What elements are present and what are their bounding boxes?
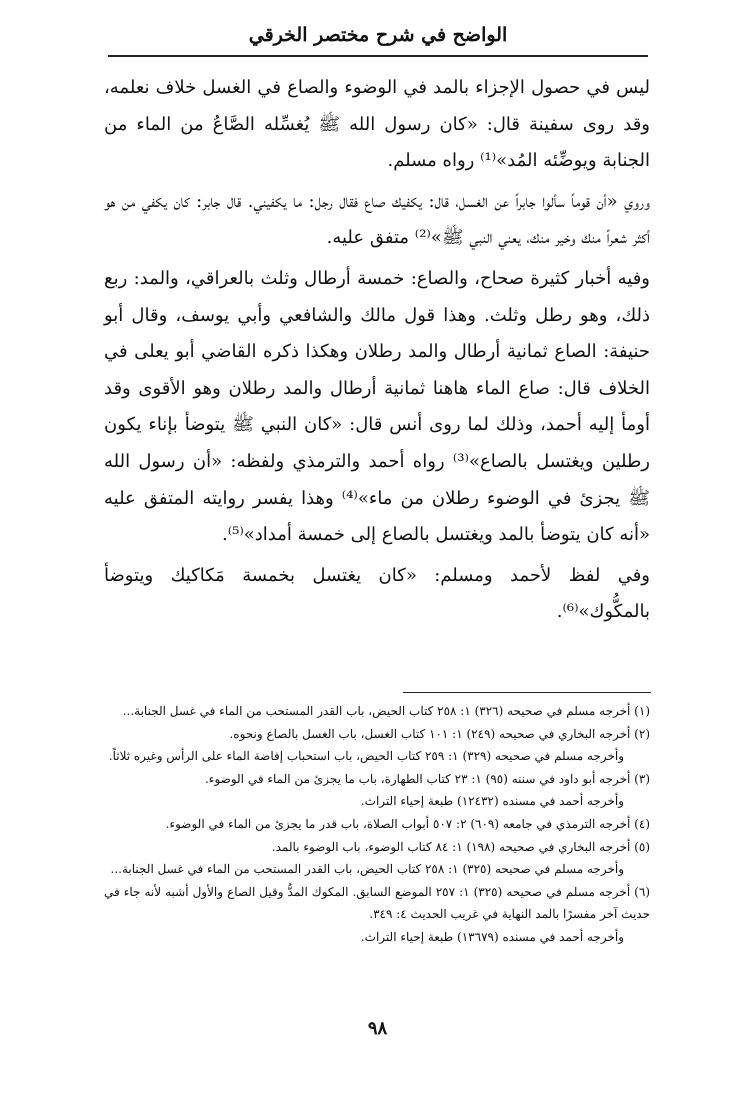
footnote-line: وأخرجه أحمد في مسنده (١٢٤٣٢) طبعة إحياء التراث.: [360, 794, 624, 809]
footnote-line: (٤) أخرجه الترمذي في جامعه (٦٠٩) ٢: ٥٠٧ أبواب الصلاة، باب قدر ما يجزئ من الماء في الوضوء.: [165, 816, 650, 831]
paragraph: ليس في حصول الإجزاء بالمد في الوضوء والصاع في الغسل خلاف نعلمه، وقد روى سفينة قال: «كان رسول الله ﷺ يُغسِّله الصَّاعُ من الماء من الجنابة ويوضِّئه المُد»⁽¹⁾ رواه مسلم.: [104, 77, 650, 172]
footnote-line: (٣) أخرجه أبو داود في سننه (٩٥) ١: ٢٣ كتاب الطهارة، باب ما يجزئ من الماء في الوضوء.: [204, 771, 650, 786]
footnote-separator: [403, 692, 651, 693]
footnote-line: (٥) أخرجه البخاري في صحيحه (١٩٨) ١: ٨٤ كتاب الوضوء، باب الوضوء بالمد.: [271, 839, 650, 854]
footnote-line: وأخرجه أحمد في مسنده (١٣٦٧٩) طبعة إحياء التراث.: [360, 929, 624, 944]
paragraph: وفي لفظ لأحمد ومسلم: «كان يغتسل بخمسة مَكاكيك ويتوضأ بالمكُّوك»⁽⁶⁾.: [104, 564, 650, 623]
paragraph: وروي «أن قوماً سألوا جابراً عن الغسل، قال: يكفيك صاع فقال رجل: ما يكفيني. قال جابر: كان يكفي من هو أكثر شعراً منك وخير منك، يعني النبي ﷺ»⁽²⁾ متفق عليه.: [104, 190, 650, 249]
footnote-line: (١) أخرجه مسلم في صحيحه (٣٢٦) ١: ٢٥٨ كتاب الحيض، باب القدر المستحب من الماء في غسل الجنابة...: [122, 704, 650, 718]
page-number: ٩٨: [367, 1018, 388, 1039]
footnote-line: (٢) أخرجه البخاري في صحيحه (٢٤٩) ١: ١٠١ كتاب الغسل، باب الغسل بالصاع ونحوه.: [229, 726, 650, 741]
main-text: [104, 70, 650, 635]
paragraph: وفيه أخبار كثيرة صحاح، والصاع: خمسة أرطال وثلث بالعراقي، والمد: ربع ذلك، وهو رطل وثلث. وهذا قول مالك والشافعي وأبي يوسف، وقال أبو حنيفة: الصاع ثمانية أرطال والمد رطلان وهكذا ذكره القاضي أبو يعلى في الخلاف قال: صاع الماء هاهنا ثمانية أرطال والمد رطلان وهو الأقوى وقد أومأ إليه أحمد، وذلك لما روى أنس قال: «كان النبي ﷺ يتوضأ بإناء يكون رطلين ويغتسل بالصاع»⁽³⁾ رواه أحمد والترمذي ولفظه: «أن رسول الله ﷺ يجزئ في الوضوء رطلان من ماء»⁽⁴⁾ وهذا يفسر روايته المتفق عليه «أنه كان يتوضأ بالمد ويغتسل بالصاع إلى خمسة أمداد»⁽⁵⁾.: [104, 267, 651, 546]
header-rule: [108, 55, 648, 57]
footnote-line: وأخرجه مسلم في صحيحه (٣٢٩) ١: ٢٥٩ كتاب الحيض، باب استحباب إفاضة الماء على الرأس وغيره ثلاثاً.: [108, 749, 624, 764]
footnotes: [104, 700, 650, 949]
running-header: الواضح في شرح مختصر الخرقي: [248, 24, 508, 46]
footnote-line: وأخرجه مسلم في صحيحه (٣٢٥) ١: ٢٥٨ كتاب الحيض، باب القدر المستحب من الماء في غسل الجنابة...: [110, 862, 624, 877]
footnote-line: (٦) أخرجه مسلم في صحيحه (٣٢٥) ١: ٢٥٧ الموضع السابق. المكوك المدُّ وقيل الصاع والأول أشبه لأنه جاء في حديث آخر مفسرًا بالمد النهاية في غريب الحديث ٤: ٣٤٩.: [104, 884, 650, 922]
